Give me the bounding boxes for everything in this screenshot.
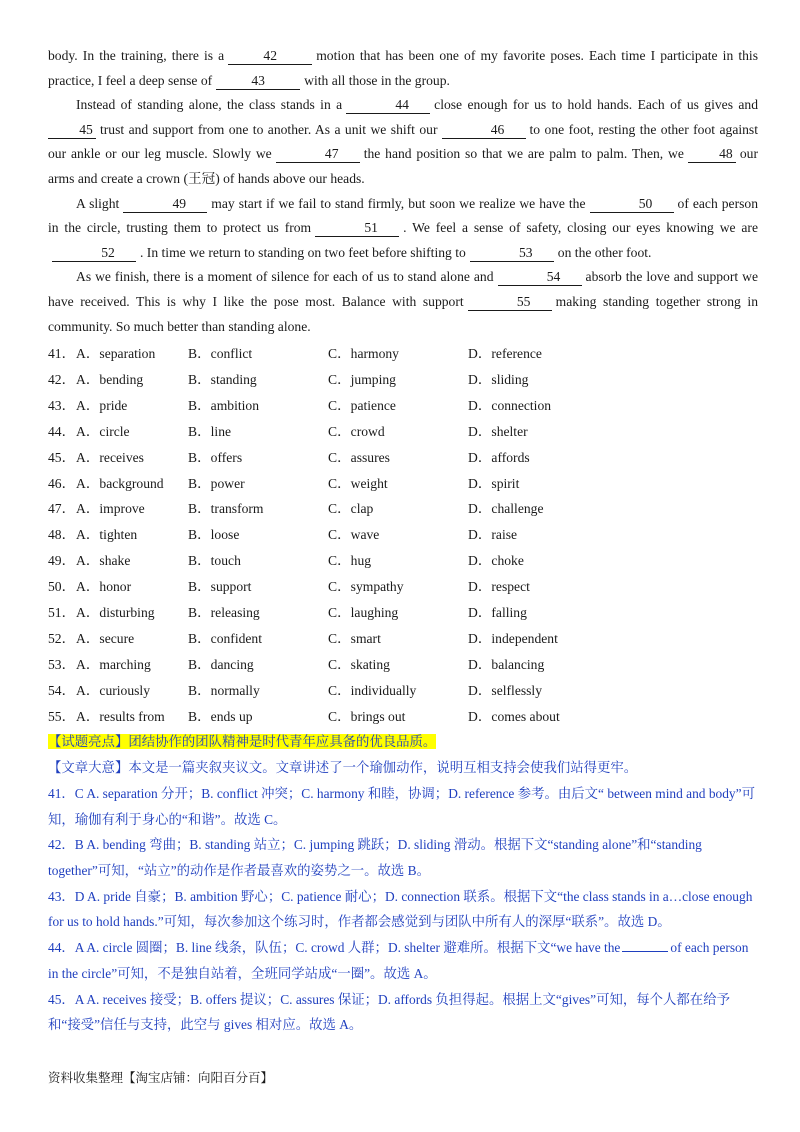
- passage-text: . In time we return to standing on two feet before shifting to: [140, 244, 466, 260]
- option-b: B．power: [188, 475, 245, 491]
- passage-text: of each person in the circle, trusting them to protect us from: [48, 195, 758, 236]
- option-b: B．releasing: [188, 605, 260, 621]
- passage-text: to one foot, resting the other foot against our ankle or our leg muscle. Slowly we: [48, 121, 758, 162]
- option-c: C．laughing: [328, 605, 399, 621]
- blank-49: 49: [123, 195, 207, 213]
- option-b: B．offers: [188, 449, 243, 465]
- passage-paragraph-4: [48, 265, 758, 339]
- option-c: C．hug: [328, 553, 372, 569]
- option-d: D．spirit: [468, 475, 520, 491]
- blank-46: 46: [442, 121, 526, 139]
- blank-53: 53: [470, 244, 554, 262]
- option-b: B．confident: [188, 630, 262, 646]
- option-c: C．crowd: [328, 423, 385, 439]
- option-a: A．curiously: [76, 682, 151, 698]
- option-a: A．tighten: [76, 527, 138, 543]
- question-number: 43．: [48, 397, 76, 413]
- option-c: C．sympathy: [328, 579, 404, 595]
- option-row: [48, 341, 758, 367]
- option-a: A．background: [76, 475, 164, 491]
- analysis-highlight: [48, 729, 758, 755]
- option-a: A．circle: [76, 423, 130, 439]
- option-row: [48, 445, 758, 471]
- question-number: 45．: [48, 449, 76, 465]
- option-row: [48, 419, 758, 445]
- option-a: A．pride: [76, 397, 128, 413]
- option-a: A．honor: [76, 579, 132, 595]
- question-number: 47．: [48, 501, 76, 517]
- question-number: 41．: [48, 346, 76, 362]
- blank-44: 44: [346, 96, 430, 114]
- option-d: D．independent: [468, 630, 558, 646]
- option-b: B．line: [188, 423, 232, 439]
- option-d: D．challenge: [468, 501, 544, 517]
- passage-text: body. In the training, there is a: [48, 48, 225, 63]
- option-row: [48, 496, 758, 522]
- question-number: 51．: [48, 605, 76, 621]
- option-d: D．selflessly: [468, 682, 543, 698]
- option-row: [48, 367, 758, 393]
- blank-55: 55: [468, 293, 552, 311]
- option-a: A．receives: [76, 449, 144, 465]
- blank-47: 47: [276, 145, 360, 163]
- question-number: 48．: [48, 527, 76, 543]
- passage-text: the hand position so that we are palm to palm. Then, we: [363, 146, 684, 162]
- question-number: 53．: [48, 656, 76, 672]
- option-a: A．secure: [76, 630, 135, 646]
- option-c: C．brings out: [328, 708, 406, 724]
- option-d: D．reference: [468, 346, 542, 362]
- passage-text: making standing together strong in community. So much better than standing alone.: [48, 293, 758, 334]
- option-c: C．harmony: [328, 346, 399, 362]
- answer-45: 45．A A. receives 接受；B. offers 提议；C. assures 保证；D. affords 负担得起。根据上文“gives”可知，每个人都在给予和“接受”信任与支持，此空与 gives 相对应。故选 A。: [48, 991, 730, 1033]
- blank-42: 42: [228, 47, 312, 65]
- option-a: A．marching: [76, 656, 151, 672]
- passage-text: absorb the love and support we have received. This is why I like the pose most. Balance with support: [48, 269, 758, 309]
- answer-41: 41．C A. separation 分开；B. conflict 冲突；C. harmony 和睦，协调；D. reference 参考。由后文“ between mind and body”可知，瑜伽有利于身心的“和谐”。故选 C。: [48, 785, 755, 827]
- question-number: 54．: [48, 682, 76, 698]
- blank-45: 45: [48, 121, 96, 139]
- answer-43: 43．D A. pride 自豪；B. ambition 野心；C. patience 耐心；D. connection 联系。根据下文“the class stands in a…close enough for us to hold hands.”可知，每次参加这个练习时，作者都会感觉到与团队中所有人的深厚“联系”。故选 D。: [48, 888, 753, 930]
- blank-48: 48: [688, 145, 736, 163]
- question-number: 49．: [48, 553, 76, 569]
- option-d: D．choke: [468, 553, 524, 569]
- option-d: D．affords: [468, 449, 530, 465]
- option-d: D．balancing: [468, 656, 545, 672]
- option-b: B．ends up: [188, 708, 253, 724]
- passage-text: on the other foot.: [557, 244, 652, 260]
- answer-42: 42．B A. bending 弯曲；B. standing 站立；C. jumping 跳跃；D. sliding 滑动。根据下文“standing alone”和“standing together”可知，“站立”的动作是作者最喜欢的姿势之一。故选 B。: [48, 837, 702, 878]
- options-list: [48, 341, 758, 729]
- option-b: B．support: [188, 579, 252, 595]
- option-b: B．touch: [188, 553, 241, 569]
- answer-text: of each person in the circle”可知，不是独自站着，全班同学站成“一圈”。故选 A。: [48, 940, 749, 981]
- option-c: C．individually: [328, 682, 417, 698]
- passage-text: . We feel a sense of safety, closing our eyes knowing we are: [403, 220, 758, 236]
- option-a: A．results from: [76, 708, 165, 724]
- blank-43: 43: [216, 72, 300, 90]
- option-a: A．disturbing: [76, 605, 155, 621]
- passage-paragraph-2: [48, 93, 758, 191]
- passage-text: motion that has been one of my favorite poses. Each time I participate in this practice, I feel a deep sense of: [48, 48, 758, 88]
- option-row: [48, 548, 758, 574]
- passage-text: with all those in the group.: [304, 72, 450, 88]
- option-row: [48, 574, 758, 600]
- blank-line: [622, 951, 668, 952]
- passage-text: close enough for us to hold hands. Each of us gives and: [434, 97, 758, 113]
- option-a: A．improve: [76, 501, 145, 517]
- document-page: [48, 44, 758, 1038]
- question-number: 42．: [48, 372, 76, 388]
- option-d: D．comes about: [468, 708, 560, 724]
- answer-44: [48, 935, 758, 986]
- option-b: B．normally: [188, 682, 260, 698]
- question-number: 50．: [48, 579, 76, 595]
- option-b: B．ambition: [188, 397, 259, 413]
- option-a: A．separation: [76, 346, 156, 362]
- highlight-text: 【试题亮点】团结协作的团队精神是时代青年应具备的优良品质。: [48, 734, 437, 750]
- option-row: [48, 393, 758, 419]
- analysis-summary: 【文章大意】本文是一篇夹叙夹议文。文章讲述了一个瑜伽动作，说明互相支持会使我们站得更牢。: [48, 760, 638, 776]
- option-row: [48, 626, 758, 652]
- passage-paragraph-1: [48, 44, 758, 93]
- option-b: B．loose: [188, 527, 240, 543]
- option-row: [48, 522, 758, 548]
- option-d: D．shelter: [468, 423, 528, 439]
- question-number: 52．: [48, 630, 76, 646]
- option-c: C．skating: [328, 656, 390, 672]
- option-a: A．bending: [76, 372, 144, 388]
- option-c: C．wave: [328, 527, 380, 543]
- option-row: [48, 471, 758, 497]
- option-c: C．clap: [328, 501, 374, 517]
- option-b: B．standing: [188, 372, 257, 388]
- option-c: C．assures: [328, 449, 390, 465]
- option-row: [48, 678, 758, 704]
- answer-text: 44．A A. circle 圆圈；B. line 线条，队伍；C. crowd 人群；D. shelter 避难所。根据下文“we have the: [48, 940, 621, 956]
- passage-text: trust and support from one to another. As a unit we shift our: [100, 121, 438, 137]
- passage-paragraph-3: [48, 192, 758, 266]
- option-c: C．weight: [328, 475, 388, 491]
- option-d: D．connection: [468, 397, 552, 413]
- option-c: C．smart: [328, 630, 381, 646]
- footer-note: 资料收集整理【淘宝店铺：向阳百分百】: [48, 1070, 274, 1085]
- option-a: A．shake: [76, 553, 131, 569]
- blank-50: 50: [590, 195, 674, 213]
- passage-text: Instead of standing alone, the class stands in a: [76, 97, 343, 113]
- passage-text: our arms and create a crown (王冠) of hands above our heads.: [48, 146, 758, 186]
- passage-text: may start if we fail to stand firmly, but soon we realize we have the: [211, 195, 586, 211]
- option-c: C．jumping: [328, 372, 396, 388]
- option-b: B．dancing: [188, 656, 254, 672]
- option-b: B．conflict: [188, 346, 253, 362]
- option-d: D．sliding: [468, 372, 529, 388]
- option-d: D．falling: [468, 605, 527, 621]
- option-c: C．patience: [328, 397, 396, 413]
- passage-text: As we finish, there is a moment of silence for each of us to stand alone and: [76, 269, 494, 285]
- option-row: [48, 704, 758, 730]
- passage-text: A slight: [76, 195, 120, 211]
- question-number: 46．: [48, 475, 76, 491]
- option-d: D．raise: [468, 527, 518, 543]
- option-row: [48, 652, 758, 678]
- option-d: D．respect: [468, 579, 530, 595]
- blank-54: 54: [498, 268, 582, 286]
- blank-51: 51: [315, 219, 399, 237]
- blank-52: 52: [52, 244, 136, 262]
- question-number: 44．: [48, 423, 76, 439]
- option-row: [48, 600, 758, 626]
- option-b: B．transform: [188, 501, 264, 517]
- question-number: 55．: [48, 708, 76, 724]
